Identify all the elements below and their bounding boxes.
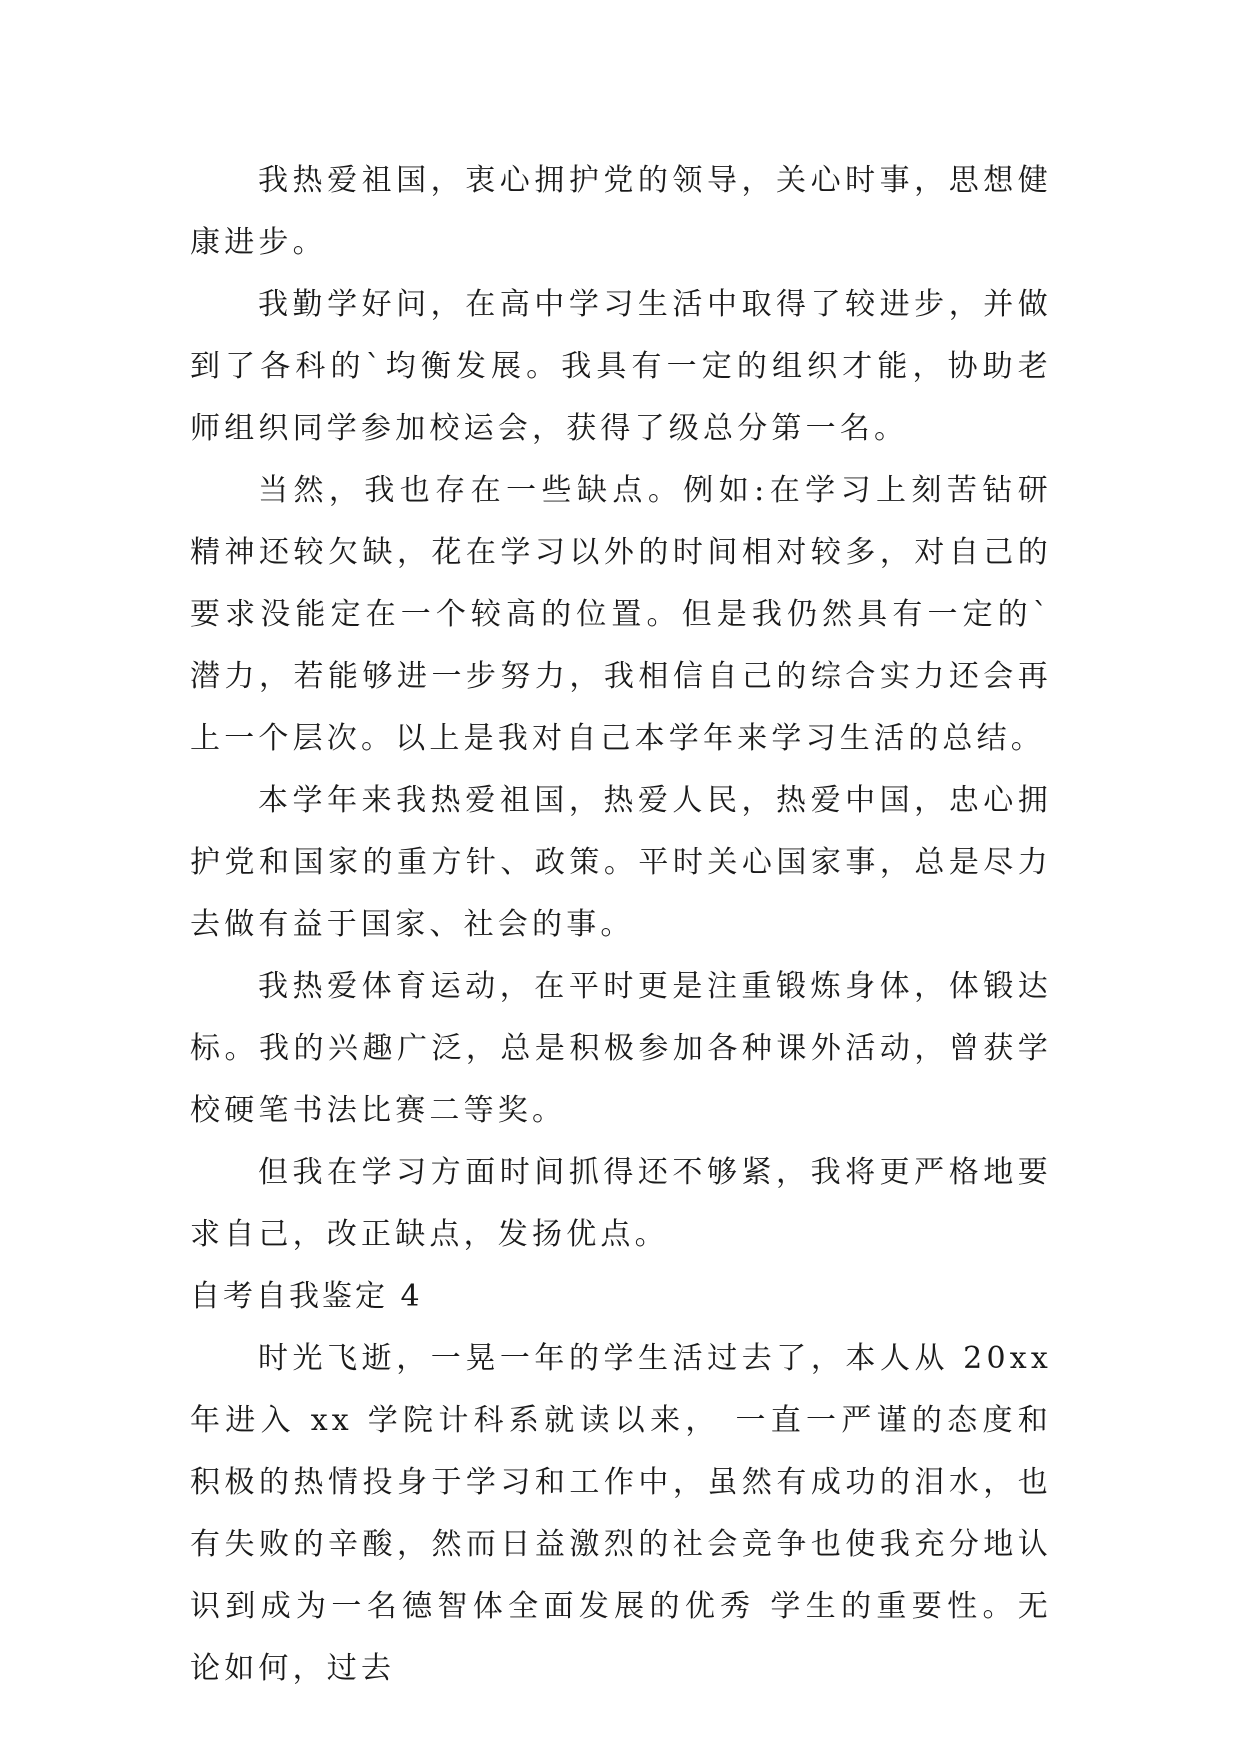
document-page [190,150,1052,1700]
paragraph-time-flies: 时光飞逝，一晃一年的学生活过去了，本人从 20xx 年进入 xx 学院计科系就读以来， 一直一严谨的态度和积极的热情投身于学习和工作中，虽然有成功的泪水，也有失败的辛酸，然而日益激烈的社会竞争也使我充分地认识到成为一名德智体全面发展的优秀 学生的重要性。无论如何，过去 [190,1341,1052,1686]
paragraph-improvement: 但我在学习方面时间抓得还不够紧，我将更严格地要求自己，改正缺点，发扬优点。 [190,1155,1052,1252]
paragraph-shortcomings: 当然，我也存在一些缺点。例如:在学习上刻苦钻研精神还较欠缺，花在学习以外的时间相对较多，对自己的要求没能定在一个较高的位置。但是我仍然具有一定的`潜力，若能够进一步努力，我相信自己的综合实力还会再上一个层次。以上是我对自己本学年来学习生活的总结。 [190,473,1052,756]
section-heading: 自考自我鉴定 4 [190,1279,423,1314]
paragraph-year-summary: 本学年来我热爱祖国，热爱人民，热爱中国，忠心拥护党和国家的重方针、政策。平时关心国家事，总是尽力去做有益于国家、社会的事。 [190,783,1052,942]
paragraph-patriotism: 我热爱祖国，衷心拥护党的领导，关心时事，思想健康进步。 [190,163,1052,260]
paragraph-study: 我勤学好问，在高中学习生活中取得了较进步，并做到了各科的`均衡发展。我具有一定的组织才能，协助老师组织同学参加校运会，获得了级总分第一名。 [190,287,1052,446]
paragraph-sports: 我热爱体育运动，在平时更是注重锻炼身体，体锻达标。我的兴趣广泛，总是积极参加各种课外活动，曾获学校硬笔书法比赛二等奖。 [190,969,1052,1128]
